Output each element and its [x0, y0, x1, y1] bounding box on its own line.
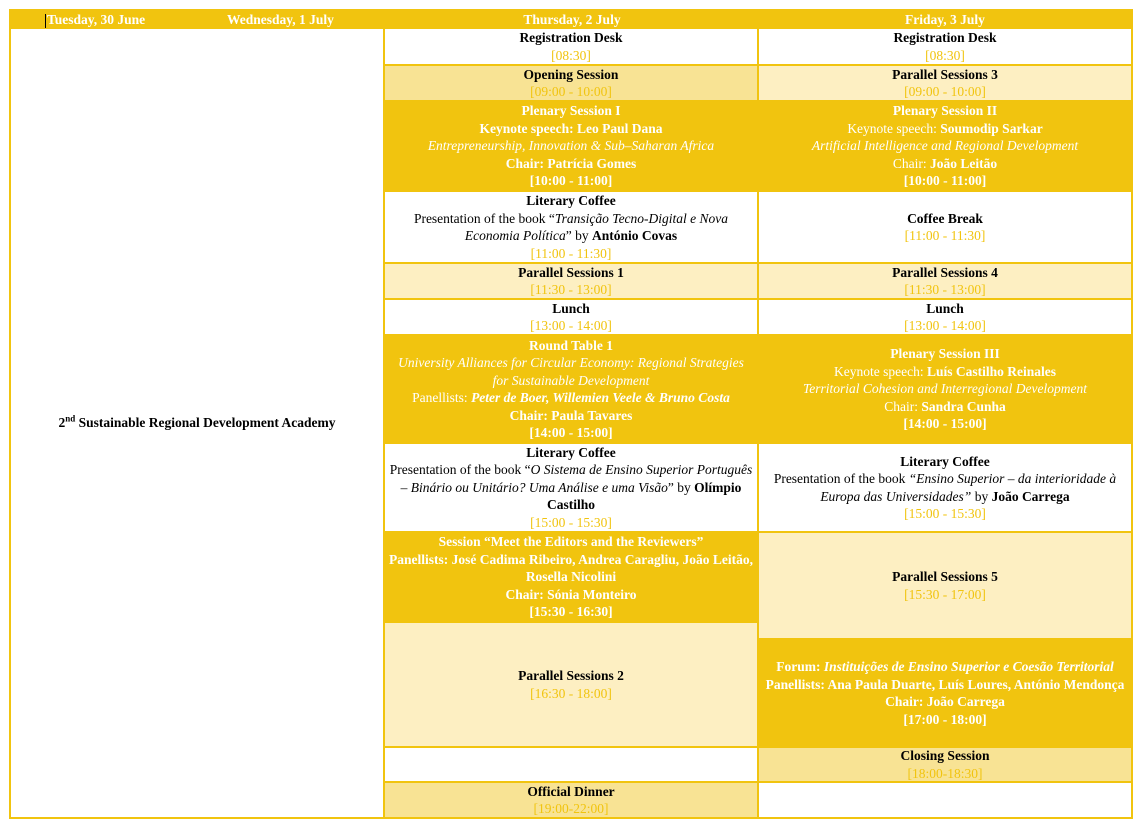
thu-registration: Registration Desk [08:30]	[385, 29, 759, 66]
thu-official-dinner: Official Dinner [19:00-22:00]	[385, 783, 759, 817]
fri-coffee-break: Coffee Break [11:00 - 11:30]	[759, 192, 1131, 264]
text-cursor	[45, 14, 46, 28]
fri-lunch: Lunch [13:00 - 14:00]	[759, 300, 1131, 336]
header-thursday: Thursday, 2 July	[385, 11, 759, 29]
thu-parallel-sessions-1: Parallel Sessions 1 [11:30 - 13:00]	[385, 264, 759, 300]
academy-cell	[11, 29, 385, 817]
schedule-table	[9, 9, 1133, 819]
header-tuesday: Tuesday, 30 June	[45, 11, 185, 29]
thu-plenary-1: Plenary Session I Keynote speech: Leo Paul Dana Entrepreneurship, Innovation & Sub–Saharan Africa Chair: Patrícia Gomes [10:00 - 11:00]	[385, 102, 759, 192]
fri-literary-coffee: Literary Coffee Presentation of the book “Ensino Superior – da interioridade à Europa das Universidades” by João Carrega [15:00 - 15:30]	[759, 444, 1131, 533]
thu-round-table-1: Round Table 1 University Alliances for Circular Economy: Regional Strategies for Sustainable Development Panellists: Peter de Boer, Willemien Veele & Bruno Costa Chair: Paula Tavares [14:00 - 15:00]	[385, 336, 759, 444]
fri-closing-session: Closing Session [18:00-18:30]	[759, 748, 1131, 783]
header-friday: Friday, 3 July	[759, 11, 1131, 29]
thu-parallel-sessions-2: Parallel Sessions 2 [16:30 - 18:00]	[385, 623, 759, 748]
fri-parallel-sessions-5: Parallel Sessions 5 [15:30 - 17:00]	[759, 533, 1131, 640]
fri-forum: Forum: Instituições de Ensino Superior e Coesão Territorial Panellists: Ana Paula Duarte, Luís Loures, António Mendonça Chair: João Carrega [17:00 - 18:00]	[759, 640, 1131, 748]
fri-parallel-sessions-4: Parallel Sessions 4 [11:30 - 13:00]	[759, 264, 1131, 300]
fri-empty-slot	[759, 783, 1131, 817]
fri-plenary-3: Plenary Session III Keynote speech: Luís Castilho Reinales Territorial Cohesion and Interregional Development Chair: Sandra Cunha [14:00 - 15:00]	[759, 336, 1131, 444]
fri-registration: Registration Desk [08:30]	[759, 29, 1131, 66]
thu-literary-coffee-1: Literary Coffee Presentation of the book “Transição Tecno-Digital e Nova Economia Política” by António Covas [11:00 - 11:30]	[385, 192, 759, 264]
academy-title: 2nd Sustainable Regional Development Academy	[58, 413, 336, 431]
fri-plenary-2: Plenary Session II Keynote speech: Soumodip Sarkar Artificial Intelligence and Regional Development Chair: João Leitão [10:00 - 11:00]	[759, 102, 1131, 192]
thu-meet-editors-session: Session “Meet the Editors and the Reviewers” Panellists: José Cadima Ribeiro, Andrea Caragliu, João Leitão, Rosella Nicolini Chair: Sónia Monteiro [15:30 - 16:30]	[385, 533, 759, 623]
thu-empty-slot	[385, 748, 759, 783]
thu-lunch: Lunch [13:00 - 14:00]	[385, 300, 759, 336]
thu-opening-session: Opening Session [09:00 - 10:00]	[385, 66, 759, 102]
thu-literary-coffee-2: Literary Coffee Presentation of the book “O Sistema de Ensino Superior Português – Binário ou Unitário? Uma Análise e uma Visão” by Olímpio Castilho [15:00 - 15:30]	[385, 444, 759, 533]
fri-parallel-sessions-3: Parallel Sessions 3 [09:00 - 10:00]	[759, 66, 1131, 102]
header-wednesday: Wednesday, 1 July	[227, 11, 377, 29]
